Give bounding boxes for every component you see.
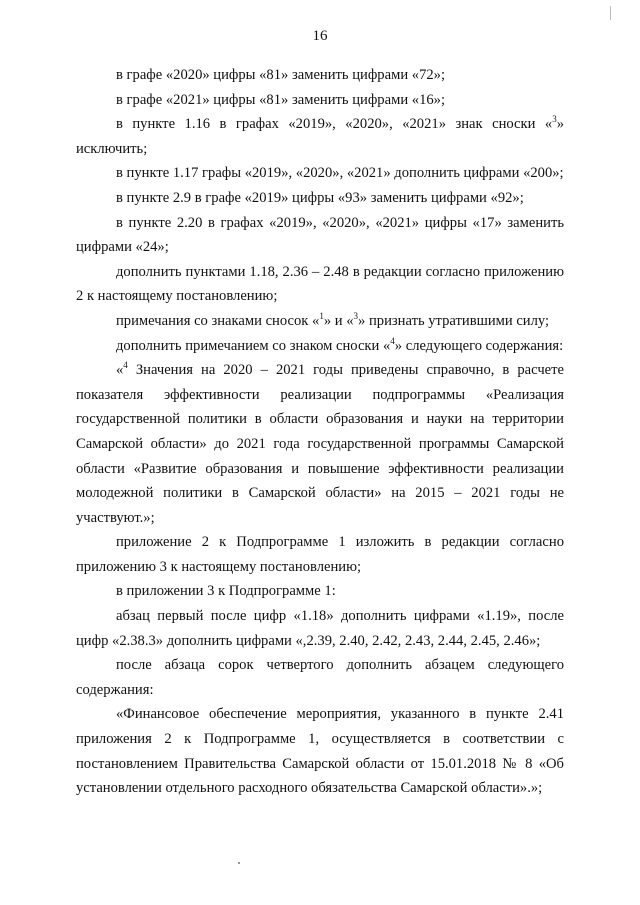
page-number: 16 xyxy=(312,28,328,44)
document-body xyxy=(76,63,564,801)
paragraph-11: приложение 2 к Подпрограмме 1 изложить в редакции согласно приложению 3 к настоящему постановлению; xyxy=(76,534,564,575)
paragraph-4: в пункте 1.17 графы «2019», «2020», «2021» дополнить цифрами «200»; xyxy=(116,165,564,182)
paragraph-8: примечания со знаками сносок «$^1$» и «$^3$» признать утратившими силу; xyxy=(116,310,550,329)
paragraph-14: после абзаца сорок четвертого дополнить абзацем следующего содержания: xyxy=(76,657,564,698)
paragraph-12: в приложении 3 к Подпрограмме 1: xyxy=(116,583,336,600)
paragraph-6: в пункте 2.20 в графах «2019», «2020», «2021» цифры «17» заменить цифрами «24»; xyxy=(76,214,564,256)
paragraph-10-footnote: «$^4$ Значения на 2020 – 2021 годы приведены справочно, в расчете показателя эффективности реализации подпрограммы «Реализация государственной политики в области образования и науки на территории Самарской области» до 2021 года государственной программы Самарской области «Развитие образования и повышение эффективности реализации молодежной политики в Самарской области» на 2015 – 2021 годы не участвуют.»; xyxy=(76,360,564,526)
paragraph-13: абзац первый после цифр «1.18» дополнить цифрами «1.19», после цифр «2.38.3» дополнить цифрами «,2.39, 2.40, 2.42, 2.43, 2.44, 2.45, 2.46»; xyxy=(76,608,564,649)
paragraph-2: в графе «2021» цифры «81» заменить цифрами «16»; xyxy=(116,91,446,108)
paragraph-9: дополнить примечанием со знаком сноски «$^4$» следующего содержания: xyxy=(116,335,564,354)
scan-speck xyxy=(238,862,240,864)
paragraph-15: «Финансовое обеспечение мероприятия, указанного в пункте 2.41 приложения 2 к Подпрограмме 1, осуществляется в соответствии с постановлением Правительства Самарской области от 15.01.2018 № 8 «Об установлении отдельного расходного обязательства Самарской области».»; xyxy=(76,706,564,797)
paragraph-3: в пункте 1.16 в графах «2019», «2020», «2021» знак сноски «$^3$» исключить; xyxy=(76,114,564,157)
paragraph-1: в графе «2020» цифры «81» заменить цифрами «72»; xyxy=(116,67,446,83)
scan-mark xyxy=(610,6,615,20)
paragraph-7: дополнить пунктами 1.18, 2.36 – 2.48 в редакции согласно приложению 2 к настоящему постановлению; xyxy=(76,263,564,305)
paragraph-5: в пункте 2.9 в графе «2019» цифры «93» заменить цифрами «92»; xyxy=(116,189,524,206)
